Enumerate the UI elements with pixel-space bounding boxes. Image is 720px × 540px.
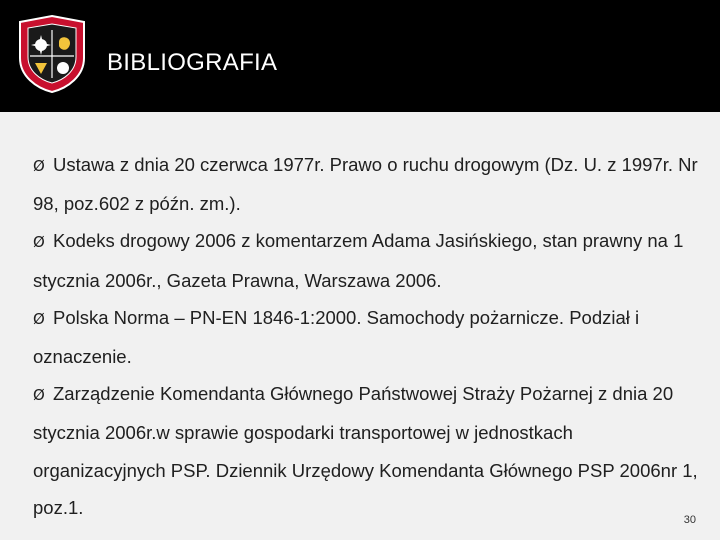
slide-title: BIBLIOGRAFIA [107, 49, 278, 76]
fire-brigade-logo-icon [16, 14, 88, 94]
page-number: 30 [683, 514, 696, 526]
arrow-bullet-icon: Ø [33, 157, 45, 175]
arrow-bullet-icon: Ø [33, 386, 45, 405]
bibliography-item [33, 222, 703, 298]
bibliography-item [33, 375, 703, 526]
bibliography-item-text: Ustawa z dnia 20 czerwca 1977r. Prawo o ruchu drogowym (Dz. U. z 1997r. Nr 98, poz.602 z późn. zm.). [33, 154, 698, 215]
bibliography-item-text: Polska Norma – PN-EN 1846-1:2000. Samochody pożarnicze. Podział i oznaczenie. [33, 306, 640, 368]
bibliography-item-text: Kodeks drogowy 2006 z komentarzem Adama Jasińskiego, stan prawny na 1 stycznia 2006r., Gazeta Prawna, Warszawa 2006. [33, 230, 684, 291]
bibliography-item [33, 146, 703, 222]
arrow-bullet-icon: Ø [33, 233, 45, 252]
arrow-bullet-icon: Ø [33, 309, 45, 328]
bibliography-item-text: Zarządzenie Komendanta Głównego Państwowej Straży Pożarnej z dnia 20 stycznia 2006r.w sprawie gospodarki transportowej w jednostkach organizacyjnych PSP. Dziennik Urzędowy Komendanta Głównego PSP 2006nr 1, poz.1. [33, 383, 698, 518]
slide-header [0, 0, 720, 112]
bibliography-item [33, 299, 703, 375]
bibliography-list [33, 146, 703, 526]
